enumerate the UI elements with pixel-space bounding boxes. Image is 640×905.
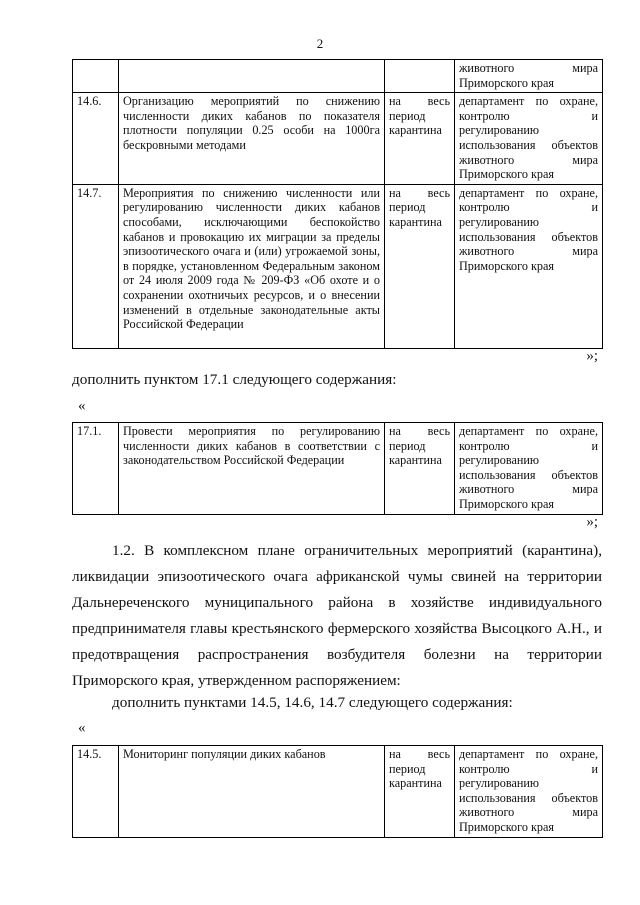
page-number: 2 — [316, 36, 324, 51]
row-measure: Организацию мероприятий по снижению численности диких кабанов по показателя плотности популяции 0.25 особи на 1000га бескровными методами — [119, 93, 385, 185]
section-1-2-paragraph: 1.2. В комплексном плане ограничительных мероприятий (карантина), ликвидации эпизоотического очага африканской чумы свиней на территории Дальнереченского муниципального района в хозяйстве индивидуального предпринимателя главы крестьянского фермерского хозяйства Высоцкого А.Н., и предотвращения распространения возбудителя болезни на территории Приморского края, утвержденном распоряжением: — [72, 542, 602, 689]
row-period: на весь период карантина — [385, 746, 455, 838]
closing-quote: »; — [586, 514, 598, 530]
row-measure: Провести мероприятия по регулированию численности диких кабанов в соответствии с законодательством Российской Федерации — [119, 423, 385, 515]
table-row — [73, 423, 603, 515]
measures-table-continued — [72, 59, 603, 349]
row-period — [385, 60, 455, 93]
row-period: на весь период карантина — [385, 184, 455, 348]
row-measure — [119, 60, 385, 93]
row-measure: Мониторинг популяции диких кабанов — [119, 746, 385, 838]
amendment-paragraph: дополнить пунктом 17.1 следующего содержания: — [72, 371, 397, 388]
row-responsible: департамент по охране, контролю и регулированию использования объектов животного мира Приморского края — [455, 423, 603, 515]
row-period: на весь период карантина — [385, 93, 455, 185]
amendment-paragraph: дополнить пунктами 14.5, 14.6, 14.7 следующего содержания: — [112, 694, 513, 711]
row-number: 14.7. — [73, 184, 119, 348]
measures-table-14-5 — [72, 745, 603, 838]
table-row — [73, 746, 603, 838]
row-period: на весь период карантина — [385, 423, 455, 515]
row-number: 17.1. — [73, 423, 119, 515]
row-responsible: департамент по охране, контролю и регулированию использования объектов животного мира Приморского края — [455, 746, 603, 838]
table-row — [73, 184, 603, 348]
opening-quote: « — [78, 720, 86, 736]
table-row — [73, 93, 603, 185]
row-responsible: животного мира Приморского края — [455, 60, 603, 93]
row-responsible: департамент по охране, контролю и регулированию использования объектов животного мира Приморского края — [455, 93, 603, 185]
table-row — [73, 60, 603, 93]
row-responsible: департамент по охране, контролю и регулированию использования объектов животного мира Приморского края — [455, 184, 603, 348]
row-number: 14.5. — [73, 746, 119, 838]
row-measure: Мероприятия по снижению численности или регулированию численности диких кабанов способами, исключающими беспокойство кабанов и провокацию их миграции за пределы эпизоотического очага и (или) угрожаемой зоны, в порядке, установленном Федеральным законом от 24 июля 2009 года № 209-ФЗ «Об охоте и о сохранении охотничьих ресурсов, и о внесении изменений в отдельные законодательные акты Российской Федерации — [119, 184, 385, 348]
row-number: 14.6. — [73, 93, 119, 185]
closing-quote: »; — [586, 348, 598, 364]
row-number — [73, 60, 119, 93]
measures-table-17-1 — [72, 422, 603, 515]
opening-quote: « — [78, 398, 86, 414]
